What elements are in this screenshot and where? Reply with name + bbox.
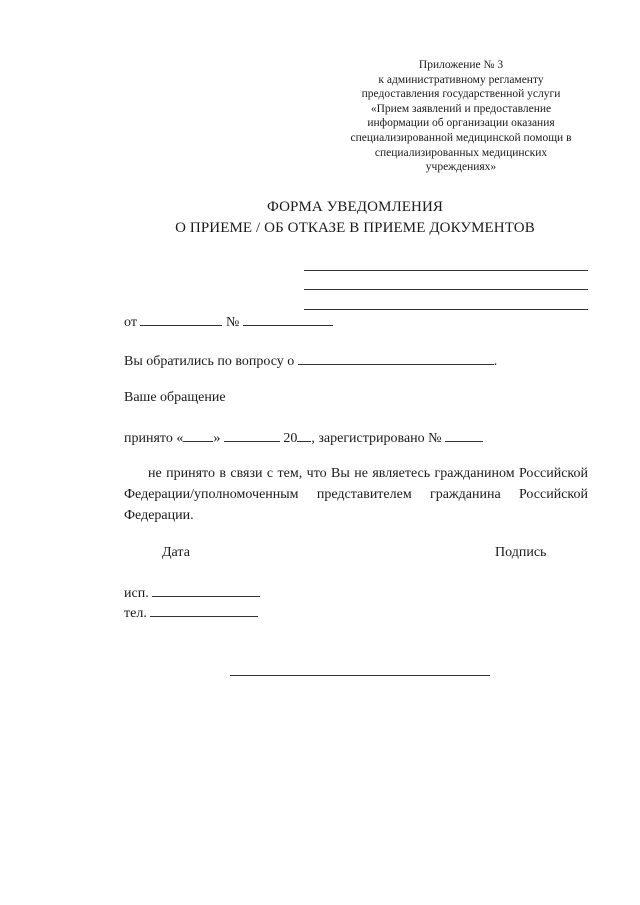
executor-label: исп. <box>124 586 149 601</box>
bottom-divider <box>230 675 490 676</box>
from-row <box>124 313 333 331</box>
year-prefix: 20 <box>283 431 298 446</box>
registered-label: , зарегистрировано № <box>311 431 442 446</box>
signature-label: Подпись <box>495 545 547 560</box>
appendix-header <box>330 58 592 175</box>
appendix-line: «Прием заявлений и предоставление <box>370 102 552 115</box>
accepted-year-blank[interactable] <box>297 429 311 442</box>
appendix-line: предоставления государственной услуги <box>361 88 561 101</box>
question-blank[interactable] <box>298 352 494 365</box>
from-label: от <box>124 315 137 330</box>
form-title <box>120 197 590 239</box>
executor-row <box>124 584 260 602</box>
question-row <box>124 352 497 370</box>
from-number-blank[interactable] <box>243 313 333 326</box>
date-label: Дата <box>162 545 190 560</box>
accepted-label: принято « <box>124 431 184 446</box>
registered-number-blank[interactable] <box>445 429 483 442</box>
appendix-line: специализированной медицинской помощи в <box>350 131 572 144</box>
appendix-line: к административному регламенту <box>378 73 544 86</box>
executor-blank[interactable] <box>152 584 260 597</box>
form-title-line1: ФОРМА УВЕДОМЛЕНИЯ <box>266 199 444 215</box>
accepted-day-blank[interactable] <box>183 429 213 442</box>
number-sign: № <box>225 315 240 330</box>
from-date-blank[interactable] <box>140 313 222 326</box>
recipient-line-1[interactable] <box>304 270 588 271</box>
form-title-line2: О ПРИЕМЕ / ОБ ОТКАЗЕ В ПРИЕМЕ ДОКУМЕНТОВ <box>175 220 535 236</box>
recipient-line-3[interactable] <box>304 309 588 310</box>
accepted-row <box>124 429 483 447</box>
appeal-label: Ваше обращение <box>124 390 226 405</box>
appendix-line: учреждениях» <box>425 161 497 174</box>
phone-row <box>124 604 258 622</box>
appendix-line: специализированных медицинских <box>374 146 548 159</box>
accepted-quote-close: » <box>213 431 221 446</box>
appendix-line: Приложение № 3 <box>418 59 504 71</box>
question-end: . <box>493 354 498 369</box>
question-label: Вы обратились по вопросу о <box>124 354 295 369</box>
accepted-month-blank[interactable] <box>224 429 280 442</box>
recipient-line-2[interactable] <box>304 289 588 290</box>
appendix-line: информации об организации оказания <box>367 117 555 130</box>
phone-label: тел. <box>124 606 147 621</box>
rejected-text: не принято в связи с тем, что Вы не являетесь гражданином Российской Федерации/уполномоченным представителем гражданина Российской Федерации. <box>124 466 588 523</box>
phone-blank[interactable] <box>150 604 258 617</box>
rejected-paragraph <box>124 463 588 526</box>
